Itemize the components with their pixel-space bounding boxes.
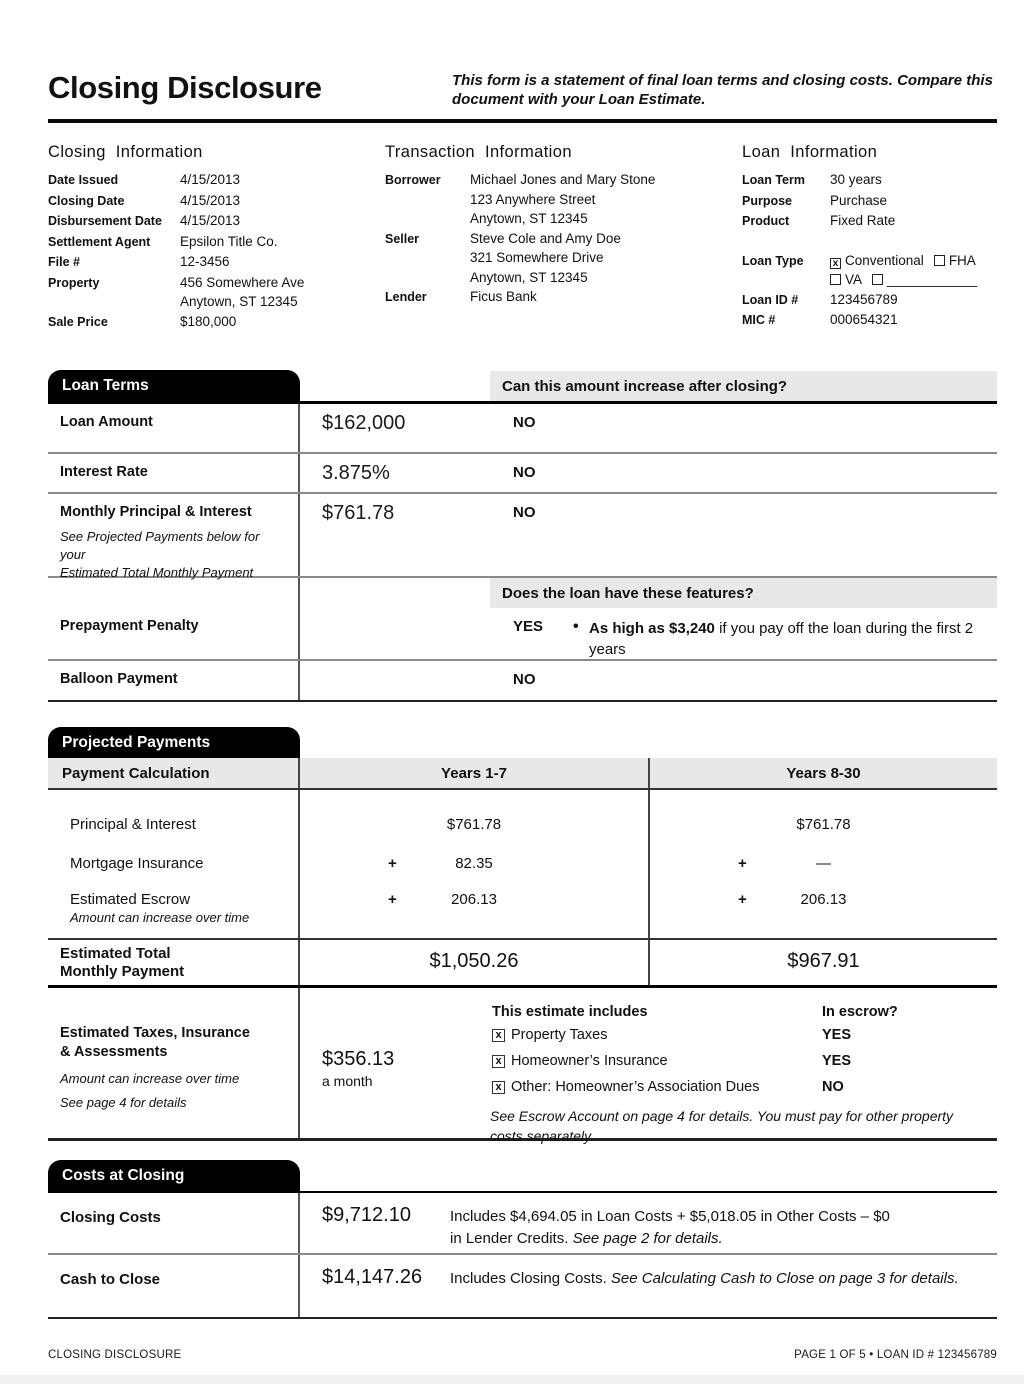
transaction-information-column	[385, 143, 742, 330]
info-value: Fixed Rate	[830, 213, 896, 228]
info-value: 4/15/2013	[180, 213, 241, 228]
tax-item	[490, 1027, 822, 1043]
principal-interest-row	[48, 790, 997, 846]
address-line: Anytown, ST 12345	[180, 294, 298, 309]
address-line: 321 Somewhere Drive	[470, 250, 604, 265]
row-label: Interest Rate	[48, 454, 300, 492]
taxes-amount: $356.13	[322, 1048, 395, 1070]
info-value: 12-3456	[180, 254, 230, 269]
info-row	[48, 211, 385, 232]
projected-payments-section	[48, 728, 997, 1144]
increase-question-header: Can this amount increase after closing?	[490, 371, 997, 401]
address-line: Anytown, ST 12345	[470, 211, 588, 226]
loan-information-column	[742, 143, 997, 330]
info-value: Purchase	[830, 192, 888, 208]
row-label: Balloon Payment	[48, 661, 300, 700]
desc-line: Includes Closing Costs.	[450, 1270, 611, 1287]
info-label: File #	[48, 255, 80, 269]
tax-item	[490, 1079, 822, 1095]
row-value-empty	[300, 661, 490, 700]
page-footer	[48, 1349, 997, 1361]
taxes-detail-cell	[490, 988, 997, 1144]
info-label: Loan Term	[742, 173, 805, 187]
checkbox-unchecked-icon	[934, 255, 945, 266]
row-label: Prepayment Penalty	[48, 608, 300, 659]
info-label: Loan Type	[742, 253, 804, 268]
info-label: Sale Price	[48, 314, 108, 329]
desc-reference: See page 2 for details.	[572, 1230, 723, 1247]
features-question-header: Does the loan have these features?	[490, 578, 997, 608]
detail-rest: if you pay off the loan during the first 2 years	[589, 620, 974, 658]
info-row	[742, 191, 997, 212]
taxes-label-cell	[48, 988, 300, 1138]
years-8-30-cell	[648, 846, 997, 884]
note-line: Estimated Total Monthly Payment	[60, 565, 254, 580]
loan-type-option-label: Conventional	[845, 252, 924, 268]
info-row	[48, 273, 385, 312]
info-row	[742, 170, 997, 191]
address-line: Steve Cole and Amy Doe	[470, 230, 621, 246]
closing-information-column	[48, 143, 385, 330]
info-label: Settlement Agent	[48, 234, 151, 249]
row-label-text: Estimated Escrow	[70, 891, 191, 908]
checkbox-checked-icon: x	[492, 1055, 505, 1068]
projected-payments-header	[48, 728, 997, 758]
loan-type-line1	[830, 251, 977, 271]
plus-sign: +	[388, 855, 397, 872]
row-label-text: Monthly Principal & Interest	[60, 504, 252, 520]
prepayment-detail	[573, 608, 981, 659]
taxes-amount-cell	[300, 988, 490, 1138]
row-label	[48, 884, 300, 938]
page-subtitle: This form is a statement of final loan terms and closing costs. Compare this document with your Loan Estimate.	[452, 72, 993, 108]
info-row	[742, 211, 997, 232]
info-label: Lender	[385, 290, 427, 304]
info-row	[385, 287, 742, 308]
info-value: 123456789	[830, 291, 898, 307]
loan-terms-section	[48, 372, 997, 702]
costs-at-closing-section	[48, 1163, 997, 1319]
row-answer: NO	[513, 464, 536, 481]
column-header: Payment Calculation	[48, 758, 300, 788]
escrow-heading: In escrow?	[822, 1004, 898, 1020]
checkbox-checked-icon: x	[492, 1081, 505, 1094]
loan-type-option-label: VA	[845, 272, 863, 287]
checkbox-checked-icon: x	[492, 1029, 505, 1042]
transaction-information-heading: Transaction Information	[385, 143, 572, 161]
row-label	[48, 940, 300, 985]
years-8-30-cell	[648, 884, 997, 938]
note-line: See Projected Payments below for your	[60, 529, 260, 562]
info-value: Ficus Bank	[470, 289, 537, 304]
row-label: Principal & Interest	[48, 790, 300, 846]
desc-line: Includes $4,694.05 in Loan Costs + $5,018.05 in Other Costs – $0	[450, 1208, 890, 1225]
closing-information-heading: Closing Information	[48, 143, 203, 161]
checkbox-checked-icon: x	[830, 258, 841, 269]
info-label: Disbursement Date	[48, 214, 162, 228]
features-header-row	[48, 576, 997, 608]
tax-item-row	[490, 1076, 997, 1098]
footer-page-number: PAGE 1 OF 5 • LOAN ID # 123456789	[794, 1349, 997, 1361]
info-row	[48, 312, 385, 333]
info-row	[742, 310, 997, 331]
row-value: $14,147.26	[322, 1266, 423, 1288]
costs-at-closing-tab: Costs at Closing	[48, 1160, 300, 1191]
years-1-7-value: 82.35	[455, 855, 493, 872]
row-label-empty	[48, 578, 300, 608]
escrow-footnote: See Escrow Account on page 4 for details. You must pay for other property costs separately.	[490, 1108, 954, 1144]
row-label-line: Monthly Payment	[60, 963, 185, 980]
row-note: Amount can increase over time	[70, 910, 250, 925]
checkbox-unchecked-icon	[830, 274, 841, 285]
row-note	[60, 528, 286, 582]
estimated-total-row	[48, 938, 997, 985]
escrow-answer: NO	[822, 1079, 844, 1095]
closing-costs-row	[48, 1193, 997, 1253]
document-header	[48, 66, 997, 123]
bullet-icon: •	[573, 618, 579, 635]
interest-rate-row	[48, 452, 997, 492]
years-1-7-value: $761.78	[446, 816, 502, 833]
info-label: Borrower	[385, 173, 441, 187]
info-value: 000654321	[830, 312, 898, 327]
row-value: $9,712.10	[322, 1204, 411, 1226]
prepayment-detail-text	[589, 618, 981, 659]
row-answer: NO	[513, 504, 536, 521]
address-line: 123 Anywhere Street	[470, 191, 596, 207]
loan-amount-row	[48, 404, 997, 452]
row-description	[450, 1255, 997, 1317]
row-value: $761.78	[322, 502, 395, 524]
detail-bold: As high as $3,240	[589, 620, 715, 637]
loan-type-line2	[830, 270, 977, 290]
row-value-empty	[300, 608, 490, 659]
row-label: Closing Costs	[48, 1193, 300, 1253]
info-label: Property	[48, 275, 100, 290]
info-label: Closing Date	[48, 193, 125, 208]
years-1-7-value: 206.13	[451, 891, 497, 908]
tax-item-row	[490, 1050, 997, 1072]
info-row	[48, 232, 385, 253]
tax-item-label: Property Taxes	[511, 1027, 608, 1043]
taxes-detail-header	[490, 1004, 997, 1020]
info-label: Date Issued	[48, 173, 119, 187]
document-content	[48, 0, 997, 1361]
info-row	[48, 252, 385, 273]
info-value: 30 years	[830, 172, 882, 187]
page-title: Closing Disclosure	[48, 70, 322, 105]
info-value	[180, 273, 304, 312]
checkbox-unchecked-icon	[872, 274, 883, 285]
info-row	[742, 290, 997, 311]
info-value: $180,000	[180, 313, 237, 329]
row-answer: NO	[513, 414, 536, 431]
payment-calculation-header	[48, 758, 997, 790]
row-label	[48, 494, 300, 580]
taxes-note: See page 4 for details	[60, 1095, 187, 1110]
escrow-answer: YES	[822, 1053, 852, 1069]
info-label: Seller	[385, 231, 420, 246]
includes-heading: This estimate includes	[492, 1004, 648, 1020]
tax-item-label: Other: Homeowner’s Association Dues	[511, 1079, 760, 1095]
tax-item	[490, 1053, 822, 1069]
info-value	[470, 229, 621, 288]
page-edge-strip	[0, 1375, 1024, 1384]
info-value	[470, 170, 655, 229]
info-value: Epsilon Title Co.	[180, 233, 278, 249]
info-label: Loan ID #	[742, 292, 799, 307]
info-row	[48, 191, 385, 212]
desc-reference: See Calculating Cash to Close on page 3 for details.	[610, 1270, 959, 1287]
info-row	[48, 170, 385, 191]
row-label: Loan Amount	[48, 404, 300, 452]
footer-document-name: CLOSING DISCLOSURE	[48, 1349, 182, 1361]
mortgage-insurance-row	[48, 846, 997, 884]
address-line: Michael Jones and Mary Stone	[470, 172, 656, 187]
loan-terms-tab: Loan Terms	[48, 370, 300, 401]
tax-item-row	[490, 1024, 997, 1046]
years-1-7-cell	[300, 846, 648, 884]
row-value: $162,000	[322, 412, 406, 434]
column-header: Years 8-30	[648, 758, 997, 788]
balloon-payment-row	[48, 659, 997, 702]
escrow-answer: YES	[822, 1027, 852, 1043]
features-header-area	[300, 578, 997, 608]
loan-type-option-label: FHA	[948, 252, 976, 268]
years-8-30-value: 206.13	[800, 891, 847, 908]
monthly-pi-row	[48, 492, 997, 580]
column-header: Years 1-7	[441, 764, 507, 782]
row-answer: NO	[513, 671, 536, 688]
years-8-30-value: $761.78	[648, 790, 997, 846]
row-description	[450, 1193, 997, 1253]
desc-line: in Lender Credits.	[450, 1230, 573, 1247]
address-line: Anytown, ST 12345	[470, 269, 588, 285]
info-value: 4/15/2013	[180, 192, 241, 208]
taxes-label-line: Estimated Taxes, Insurance	[60, 1025, 250, 1041]
info-row	[385, 229, 742, 288]
loan-information-heading: Loan Information	[742, 143, 878, 161]
years-1-7-total: $1,050.26	[429, 950, 519, 972]
info-value: 4/15/2013	[180, 172, 241, 187]
address-line: 456 Somewhere Ave	[180, 274, 305, 290]
years-8-30-value: —	[816, 855, 831, 872]
loan-type-options	[830, 251, 977, 290]
taxes-label-line: & Assessments	[60, 1044, 168, 1060]
info-label: Product	[742, 214, 790, 228]
prepayment-answer-area	[490, 608, 997, 659]
loan-type-option-label: ____________	[887, 272, 978, 287]
projected-payments-tab: Projected Payments	[48, 727, 300, 758]
info-label: Purpose	[742, 193, 793, 208]
taxes-note: Amount can increase over time	[60, 1071, 240, 1086]
loan-terms-header	[48, 372, 997, 404]
row-answer: YES	[513, 618, 544, 635]
years-1-7-cell	[300, 884, 648, 938]
info-row	[385, 170, 742, 229]
tax-item-label: Homeowner’s Insurance	[511, 1053, 668, 1069]
loan-type-row	[742, 251, 997, 290]
row-label: Mortgage Insurance	[48, 846, 300, 884]
years-8-30-total: $967.91	[648, 940, 997, 985]
costs-at-closing-header	[48, 1163, 997, 1193]
info-label: MIC #	[742, 313, 776, 327]
row-value: 3.875%	[322, 462, 390, 484]
estimated-taxes-row	[48, 985, 997, 1144]
taxes-amount-suffix: a month	[322, 1073, 373, 1089]
cash-to-close-row	[48, 1253, 997, 1319]
prepayment-penalty-row	[48, 608, 997, 659]
plus-sign: +	[388, 891, 397, 908]
plus-sign: +	[738, 855, 747, 872]
row-label-line: Estimated Total	[60, 945, 171, 962]
row-label: Cash to Close	[48, 1255, 300, 1317]
information-section	[48, 143, 997, 330]
plus-sign: +	[738, 891, 747, 908]
estimated-escrow-row	[48, 884, 997, 938]
